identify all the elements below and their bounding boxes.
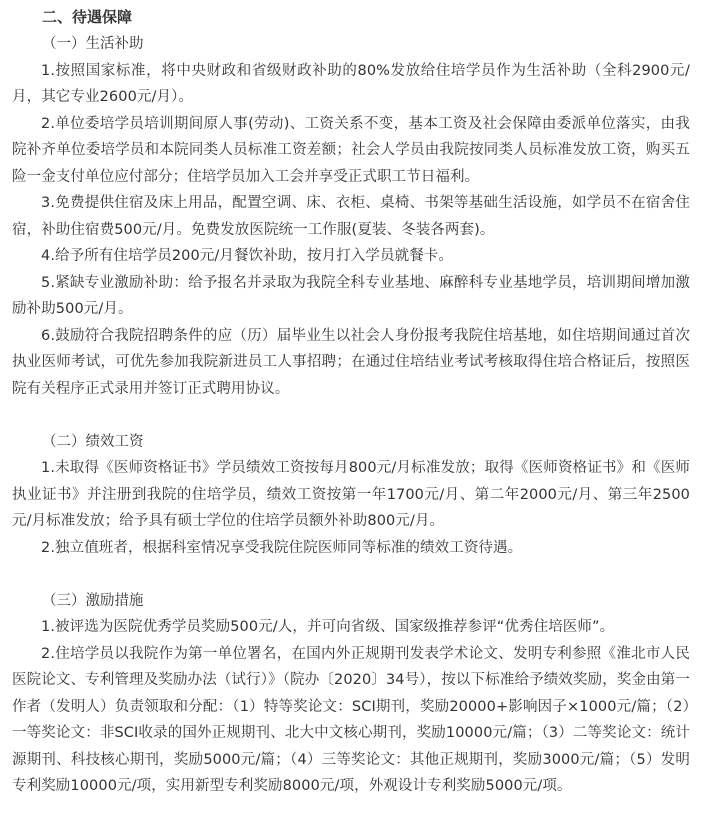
paragraph: 1.未取得《医师资格证书》学员绩效工资按每月800元/月标准发放；取得《医师资格证书》和《医师执业证书》并注册到我院的住培学员，绩效工资按第一年1700元/月、第二年2000元/月、第三年2500元/月标准发放；给予具有硕士学位的住培学员额外补助800元/月。 [12,460,690,529]
paragraph: 5.紧缺专业激励补助：给予报名并录取为我院全科专业基地、麻醉科专业基地学员，培训期间增加激励补助500元/月。 [12,274,690,317]
paragraph: 4.给予所有住培学员200元/月餐饮补助，按月打入学员就餐卡。 [41,248,453,264]
paragraph: 1.按照国家标准，将中央财政和省级财政补助的80%发放给住培学员作为生活补助（全科2900元/月，其它专业2600元/月）。 [12,62,690,105]
paragraph: 2.单位委培学员培训期间原人事(劳动)、工资关系不变，基本工资及社会保障由委派单位落实，由我院补齐单位委培学员和本院同类人员标准工资差额；社会人学员由我院按同类人员标准发放工资，购买五险一金支付单位应付部分；住培学员加入工会并享受正式职工节日福利。 [12,115,690,185]
subsection-title-living-allowance: （一）生活补助 [42,36,144,52]
paragraph: 3.免费提供住宿及床上用品，配置空调、床、衣柜、桌椅、书架等基础生活设施，如学员不在宿舍住宿，补助住宿费500元/月。免费发放医院统一工作服(夏装、冬装各两套)。 [12,195,690,238]
paragraph: 1.被评选为医院优秀学员奖励500元/人，并可向省级、国家级推荐参评“优秀住培医师”。 [41,619,615,635]
subsection-title-incentives: （三）激励措施 [42,592,144,609]
subsection-title-performance-pay: （二）绩效工资 [42,433,144,450]
spacer [12,402,702,429]
paragraph: 2.独立值班者，根据科室情况享受我院住院医师同等标准的绩效工资待遇。 [41,539,523,556]
paragraph: 2.住培学员以我院作为第一单位署名，在国内外正规期刊发表学术论文、发明专利参照《淮北市人民医院论文、专利管理及奖励办法（试行）》（院办〔2020〕34号），按以下标准给予绩效奖励，奖金由第一作者（发明人）负责领取和分配：（1）特等奖论文：SCI期刊，奖励20000+影响因子×1000元/篇；（2）一等奖论文：非SCI收录的国外正规期刊、北大中文核心期刊，奖励10000元/篇；（3）二等奖论文：统计源期刊、科技核心期刊，奖励5000元/篇；（4）三等奖论文：其他正规期刊，奖励3000元/篇；（5）发明专利奖励10000元/项，实用新型专利奖励8000元/项，外观设计专利奖励5000元/项。 [12,645,690,794]
section-heading: 二、待遇保障 [42,8,133,26]
spacer [12,561,702,588]
paragraph: 6.鼓励符合我院招聘条件的应（历）届毕业生以社会人身份报考我院住培基地，如住培期间通过首次执业医师考试，可优先参加我院新进员工人事招聘；在通过住培结业考试考核取得住培合格证后，按照医院有关程序正式录用并签订正式聘用协议。 [12,327,690,397]
